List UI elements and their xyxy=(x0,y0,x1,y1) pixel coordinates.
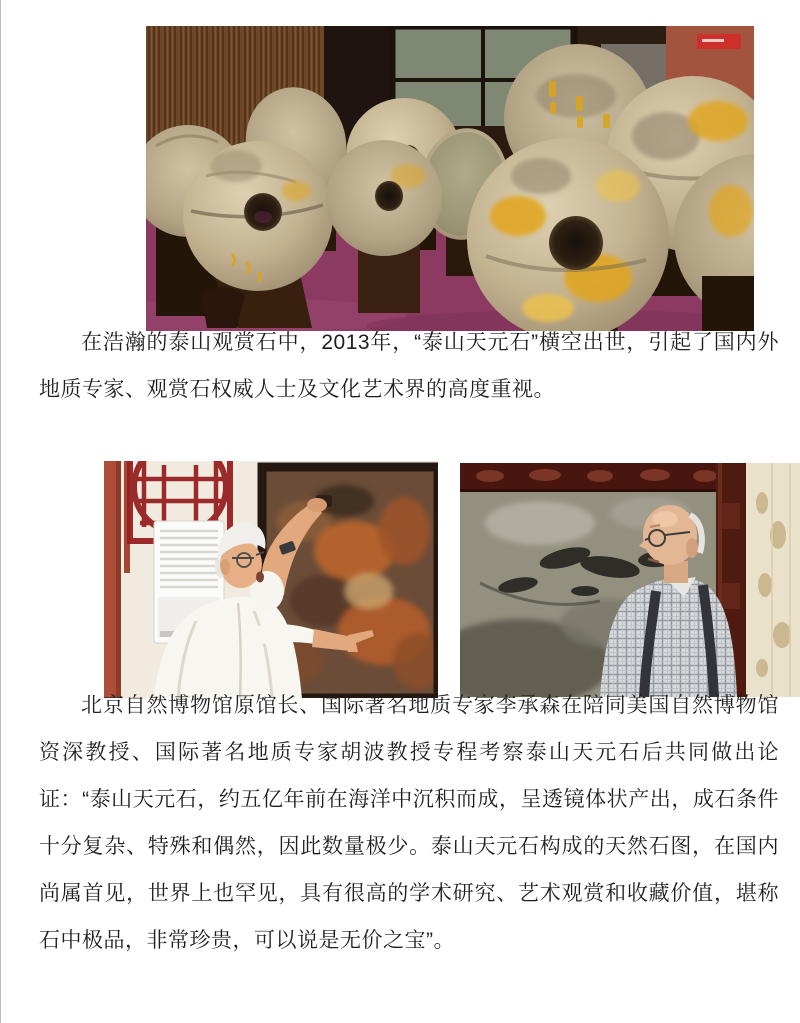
paragraph-intro: 在浩瀚的泰山观赏石中，2013年，“泰山天元石”横空出世，引起了国内外地质专家、观赏石权威人士及文化艺术界的高度重视。 xyxy=(39,331,779,401)
photo-expert-pointing xyxy=(104,461,438,698)
expert-pointing-illustration xyxy=(104,461,438,698)
stone-disks-illustration xyxy=(146,26,754,331)
professor-stone-illustration xyxy=(460,463,800,697)
photo-stone-disks-display xyxy=(146,26,754,331)
paragraph-expert-verdict: 北京自然博物馆原馆长、国际著名地质专家李承森在陪同美国自然博物馆资深教授、国际著名地质专家胡波教授专程考察泰山天元石后共同做出论证：“泰山天元石，约五亿年前在海洋中沉积而成，呈透镜体状产出，成石条件十分复杂、特殊和偶然，因此数量极少。泰山天元石构成的天然石图，在国内尚属首见，世界上也罕见，具有很高的学术研究、艺术观赏和收藏价值，堪称石中极品，非常珍贵，可以说是无价之宝”。 xyxy=(39,694,779,952)
photo-professor-stone xyxy=(460,463,800,697)
